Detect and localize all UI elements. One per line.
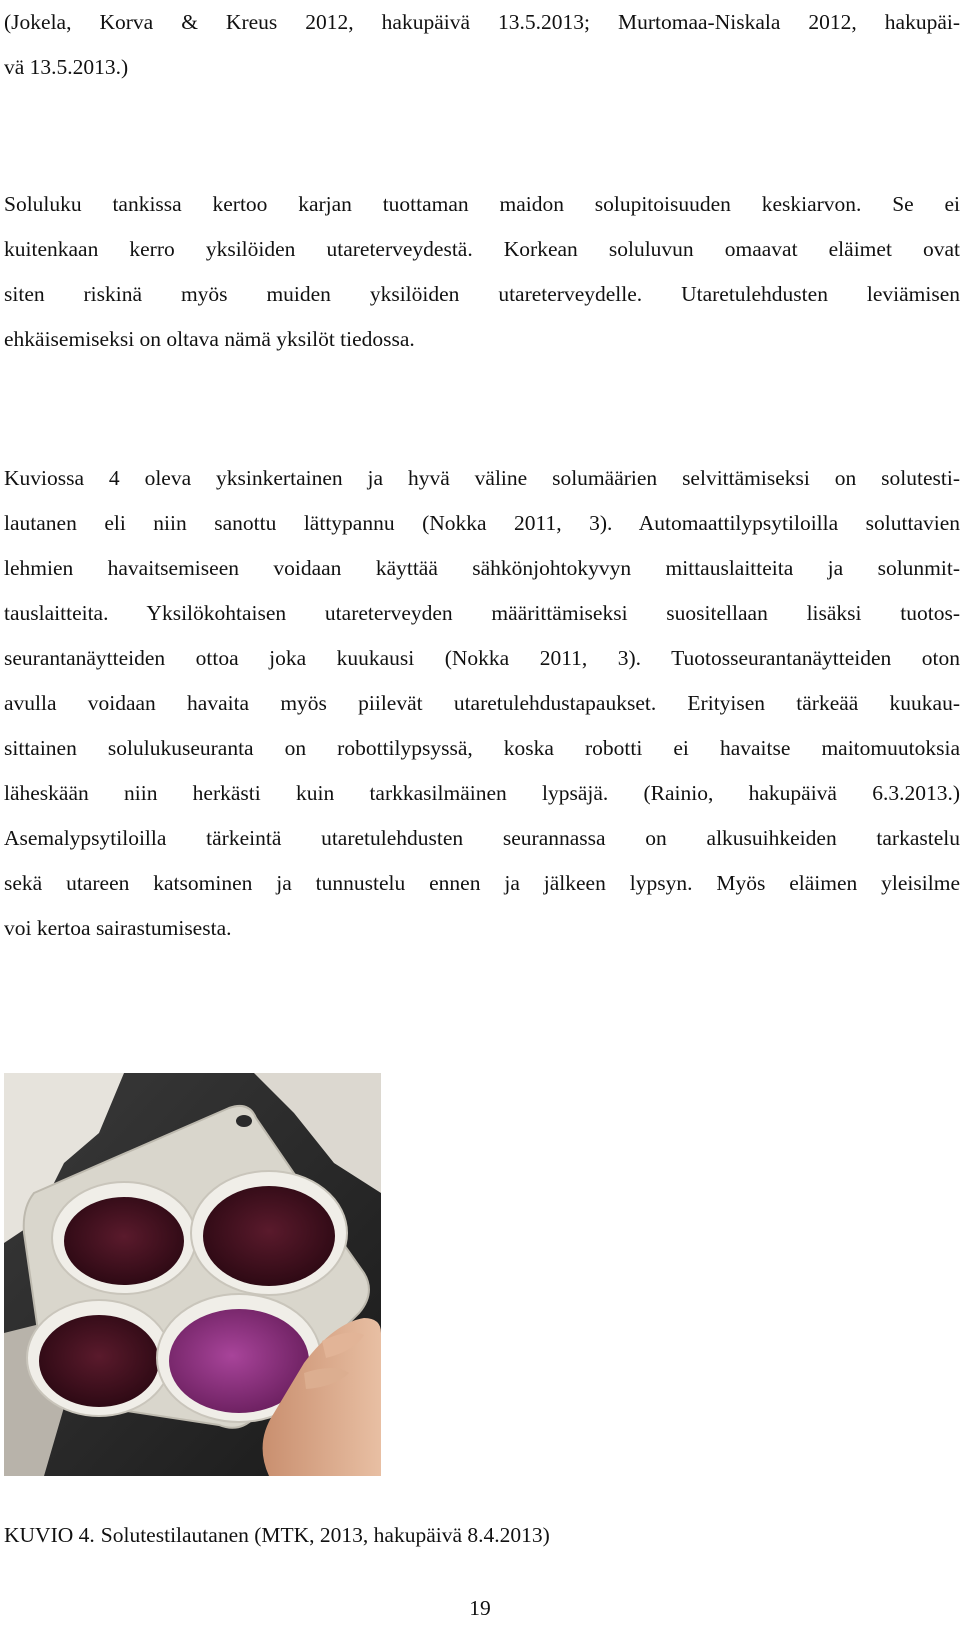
text-line: sittainen solulukuseuranta on robottilypsyssä, koska robotti ei havaitse maitomuutoksia	[4, 736, 960, 760]
figure-caption-text: Solutestilautanen (MTK, 2013, hakupäivä 8.4.2013)	[100, 1523, 550, 1547]
cup-liquid-shape	[64, 1197, 184, 1285]
text-line: voi kertoa sairastumisesta.	[4, 916, 232, 940]
paragraph-cell-test-plate	[4, 456, 960, 951]
text-line: kuitenkaan kerro yksilöiden utareterveydestä. Korkean soluluvun omaavat eläimet ovat	[4, 237, 960, 261]
cup-liquid-shape	[203, 1186, 335, 1286]
page-number: 19	[469, 1596, 491, 1620]
text-line: seurantanäytteiden ottoa joka kuukausi (Nokka 2011, 3). Tuotosseurantanäytteiden oton	[4, 646, 960, 670]
text-line: tauslaitteita. Yksilökohtaisen utareterveyden määrittämiseksi suositellaan lisäksi tuotos-	[4, 601, 960, 625]
text-line: ehkäisemiseksi on oltava nämä yksilöt tiedossa.	[4, 327, 415, 351]
paragraph-tank-cell-count	[4, 182, 960, 362]
cell-test-plate-illustration	[4, 1073, 381, 1476]
text-line: läheskään niin herkästi kuin tarkkasilmäinen lypsäjä. (Rainio, hakupäivä 6.3.2013.)	[4, 781, 960, 805]
text-line: lautanen eli niin sanottu lättypannu (Nokka 2011, 3). Automaattilypsytiloilla soluttavien	[4, 511, 960, 535]
text-line: Kuviossa 4 oleva yksinkertainen ja hyvä väline solumäärien selvittämiseksi on solutesti-	[4, 466, 960, 490]
text-line: lehmien havaitsemiseen voidaan käyttää sähkönjohtokyvyn mittauslaitteita ja solunmit-	[4, 556, 960, 580]
text-line: vä 13.5.2013.)	[4, 55, 129, 79]
plate-handle-hole	[236, 1115, 252, 1127]
text-line: Soluluku tankissa kertoo karjan tuottaman maidon solupitoisuuden keskiarvon. Se ei	[4, 192, 960, 216]
figure-caption	[4, 1520, 550, 1550]
text-line: Asemalypsytiloilla tärkeintä utaretulehdusten seurannassa on alkusuihkeiden tarkastelu	[4, 826, 960, 850]
text-line: avulla voidaan havaita myös piilevät utaretulehdustapaukset. Erityisen tärkeää kuukau-	[4, 691, 960, 715]
cup-liquid-shape	[39, 1315, 159, 1407]
paragraph-citation-continued	[4, 0, 960, 90]
figure-cell-test-plate-photo	[4, 1073, 381, 1476]
text-line: siten riskinä myös muiden yksilöiden utareterveydelle. Utaretulehdusten leviämisen	[4, 282, 960, 306]
figure-caption-label: KUVIO 4.	[4, 1523, 95, 1547]
text-line: sekä utareen katsominen ja tunnustelu ennen ja jälkeen lypsyn. Myös eläimen yleisilme	[4, 871, 960, 895]
text-line: (Jokela, Korva & Kreus 2012, hakupäivä 13.5.2013; Murtomaa-Niskala 2012, hakupäi-	[4, 10, 960, 34]
